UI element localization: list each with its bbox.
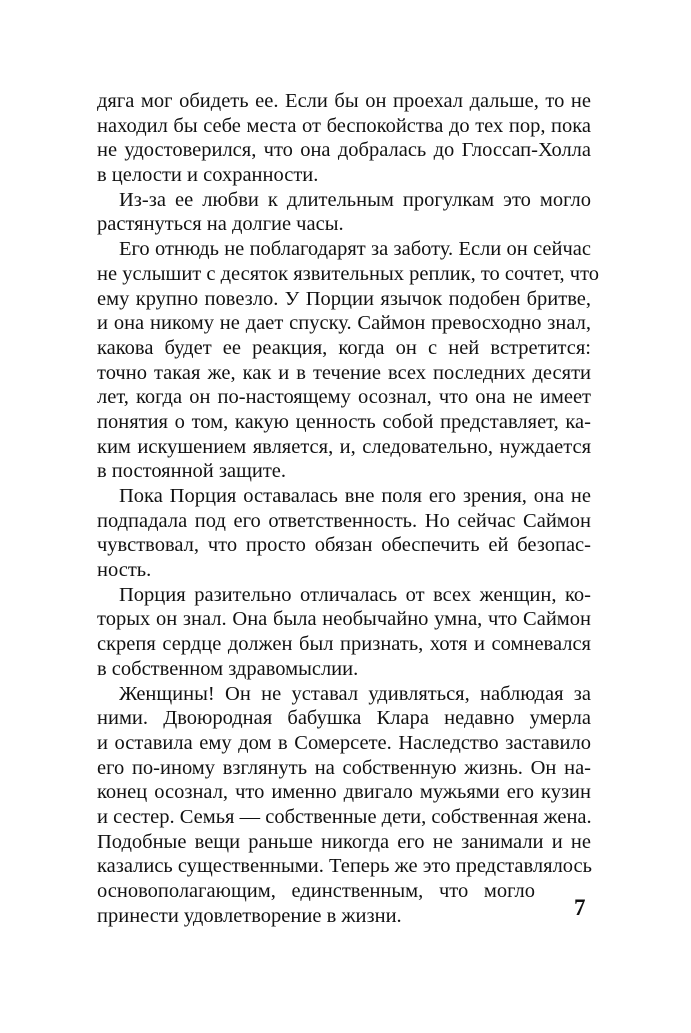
text-line: лет, когда он по-настоящему осознал, что она не имеет xyxy=(97,386,591,409)
text-line: ким искушением является, и, следовательно, нуждается xyxy=(97,435,591,458)
text-line: находил бы себе места от беспокойства до тех пор, пока xyxy=(97,114,591,137)
text-line: растянуться на долгие часы. xyxy=(97,213,344,236)
text-line: ность. xyxy=(97,559,152,582)
text-line: не удостоверился, что она добралась до Глоссап-Холла xyxy=(97,139,591,162)
text-line: Его отнюдь не поблагодарят за заботу. Если он сейчас xyxy=(119,238,591,261)
text-line: ему крупно повезло. У Порции язычок подобен бритве, xyxy=(97,287,591,310)
text-line: подпадала под его ответственность. Но сейчас Саймон xyxy=(97,509,591,532)
text-line: казались существенными. Теперь же это представлялось xyxy=(97,855,593,878)
text-line: в целости и сохранности. xyxy=(97,164,319,187)
text-line: дяга мог обидеть ее. Если бы он проехал дальше, то не xyxy=(97,90,591,112)
text-line: точно такая же, как и в течение всех последних десяти xyxy=(97,361,591,384)
text-line: и сестер. Семья — собственные дети, собственная жена. xyxy=(97,805,592,828)
text-line: торых он знал. Она была необычайно умна, что Саймон xyxy=(97,608,591,631)
text-line: Женщины! Он не уставал удивляться, наблюдая за xyxy=(119,682,591,705)
text-line: не услышит с десяток язвительных реплик, то сочтет, что xyxy=(97,262,600,285)
text-line: какова будет ее реакция, когда он с ней встретится: xyxy=(97,336,591,359)
text-line: в собственном здравомыслии. xyxy=(97,657,359,680)
text-line: Подобные вещи раньше никогда его не занимали и не xyxy=(97,830,591,853)
text-line: чувствовал, что просто обязан обеспечить ей безопас- xyxy=(97,534,591,557)
text-line: Из-за ее любви к длительным прогулкам это могло xyxy=(119,188,591,211)
page-number: 7 xyxy=(574,895,586,920)
text-line: и она никому не дает спуску. Саймон превосходно знал, xyxy=(97,312,591,335)
text-line: и оставила ему дом в Сомерсете. Наследство заставило xyxy=(97,731,591,754)
text-line: скрепя сердце должен был признать, хотя и сомневался xyxy=(97,633,591,656)
text-line: основополагающим, единственным, что могло xyxy=(97,880,535,902)
text-line: конец осознал, что именно двигало мужьями его кузин xyxy=(97,781,591,804)
body-text xyxy=(97,89,600,928)
text-line: его по-иному взглянуть на собственную жизнь. Он на- xyxy=(97,756,591,779)
text-line: Пока Порция оставалась вне поля его зрения, она не xyxy=(119,485,591,507)
text-line: в постоянной защите. xyxy=(97,460,287,483)
text-line: понятия о том, какую ценность собой представляет, ка- xyxy=(97,410,591,433)
text-line: Порция разительно отличалась от всех женщин, ко- xyxy=(119,583,591,606)
text-line: принести удовлетворение в жизни. xyxy=(97,904,402,927)
text-line: ними. Двоюродная бабушка Клара недавно умерла xyxy=(97,707,591,730)
